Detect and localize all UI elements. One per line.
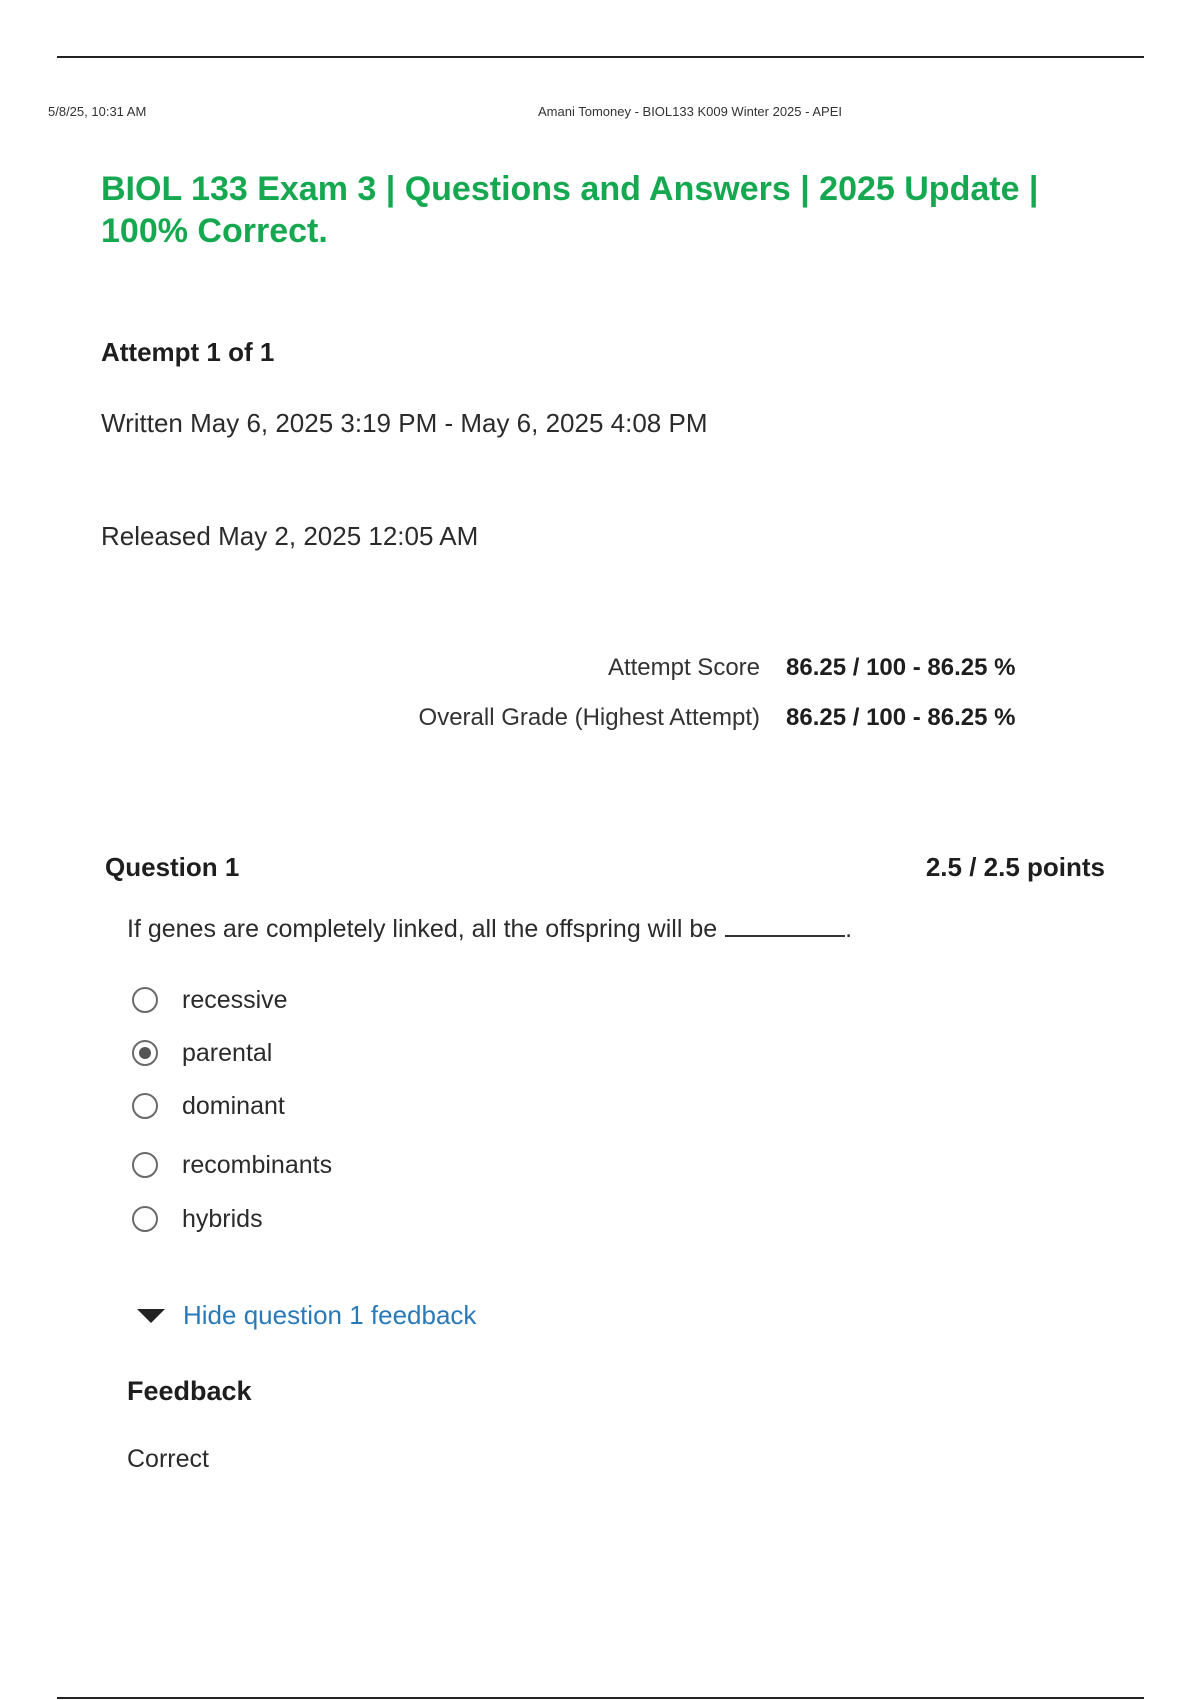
question-points: 2.5 / 2.5 points: [925, 852, 1105, 882]
bottom-divider: [57, 1697, 1144, 1699]
print-source: Amani Tomoney - BIOL133 K009 Winter 2025 - APEI: [538, 104, 842, 119]
hide-feedback-toggle[interactable]: [137, 1300, 476, 1331]
question-prompt-text: If genes are completely linked, all the offspring will be: [127, 915, 718, 943]
radio-button-icon[interactable]: [132, 1093, 158, 1119]
document-title: BIOL 133 Exam 3 | Questions and Answers | 2025 Update | 100% Correct.: [101, 170, 1039, 250]
option-label: parental: [182, 1038, 273, 1067]
score-summary: [300, 654, 1060, 754]
radio-button-icon[interactable]: [132, 1152, 158, 1178]
attempt-released-time: Released May 2, 2025 12:05 AM: [101, 521, 479, 551]
feedback-heading: Feedback: [127, 1376, 252, 1406]
attempt-written-time: Written May 6, 2025 3:19 PM - May 6, 2025 4:08 PM: [101, 408, 708, 438]
answer-blank: [725, 917, 845, 937]
overall-grade-value: 86.25 / 100 - 86.25 %: [786, 704, 1016, 731]
option-label: dominant: [182, 1091, 285, 1120]
option-hybrids[interactable]: [132, 1199, 263, 1239]
attempt-heading: Attempt 1 of 1: [101, 337, 275, 367]
print-header: [0, 104, 1200, 122]
option-recessive[interactable]: [132, 980, 288, 1020]
top-divider: [57, 56, 1144, 58]
overall-grade-label: Overall Grade (Highest Attempt): [418, 704, 760, 731]
option-label: recombinants: [182, 1150, 333, 1179]
radio-button-icon[interactable]: [132, 987, 158, 1013]
question-prompt: [127, 915, 852, 944]
option-label: hybrids: [182, 1204, 263, 1233]
overall-grade-row: [300, 704, 1060, 754]
radio-button-selected-icon[interactable]: [132, 1040, 158, 1066]
option-parental[interactable]: [132, 1033, 272, 1073]
caret-down-icon[interactable]: [137, 1309, 165, 1323]
attempt-score-label: Attempt Score: [607, 654, 760, 681]
print-datetime: 5/8/25, 10:31 AM: [48, 104, 147, 119]
attempt-score-value: 86.25 / 100 - 86.25 %: [786, 654, 1016, 681]
question-prompt-end: .: [845, 915, 853, 943]
option-label: recessive: [182, 985, 288, 1014]
question-title: Question 1: [105, 852, 240, 882]
option-dominant[interactable]: [132, 1086, 285, 1126]
hide-feedback-link[interactable]: Hide question 1 feedback: [183, 1300, 477, 1330]
radio-button-icon[interactable]: [132, 1206, 158, 1232]
option-recombinants[interactable]: [132, 1145, 332, 1185]
feedback-body: Correct: [127, 1445, 209, 1473]
question-header: [105, 852, 1105, 886]
attempt-score-row: [300, 654, 1060, 704]
